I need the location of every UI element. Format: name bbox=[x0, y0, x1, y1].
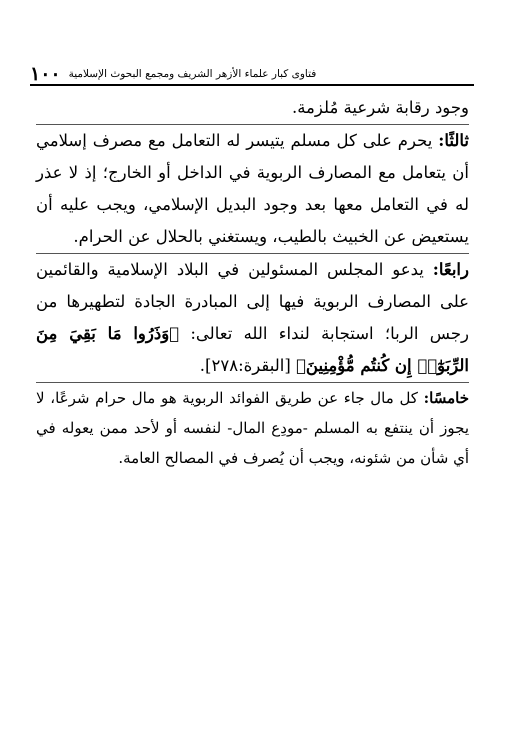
paragraph-text: يحرم على كل مسلم يتيسر له التعامل مع مصرف إسلامي أن يتعامل مع المصارف الربوية في الداخل أو الخارج؛ إذ لا عذر له في التعامل معها بعد وجود البديل الإسلامي، ويجب عليه أن يستعيض عن الخبيث بالطيب، ويستغني بالحلال عن الحرام. bbox=[36, 131, 469, 246]
page-header bbox=[30, 58, 474, 86]
paragraph-continuation bbox=[36, 92, 469, 124]
paragraph-third bbox=[36, 125, 469, 253]
paragraph-lead: خامسًا: bbox=[423, 389, 469, 407]
paragraph-text: وجود رقابة شرعية مُلزمة. bbox=[291, 98, 469, 117]
paragraph-lead: ثالثًا: bbox=[438, 131, 469, 150]
paragraph-lead: رابعًا: bbox=[432, 260, 469, 279]
paragraph-text: كل مال جاء عن طريق الفوائد الربوية هو مال حرام شرعًا، لا يجوز أن ينتفع به المسلم -مودِع المال- لنفسه أو لأحد ممن يعوله في أي شأن من شئونه، ويجب أن يُصرف في المصالح العامة. bbox=[36, 389, 469, 467]
verse-reference: [البقرة:٢٧٨]. bbox=[199, 356, 297, 375]
paragraph-fifth bbox=[36, 383, 469, 473]
paragraph-text: يدعو المجلس المسئولين في البلاد الإسلامية والقائمين على المصارف الربوية فيها إلى المبادرة الجادة لتطهيرها من رجس الربا؛ استجابة لنداء الله تعالى: bbox=[36, 260, 469, 343]
running-title: فتاوى كبار علماء الأزهر الشريف ومجمع البحوث الإسلامية bbox=[68, 68, 317, 80]
paragraph-fourth bbox=[36, 254, 469, 382]
page-body bbox=[36, 92, 469, 473]
quran-verse: ﴿وَذَرُوا مَا بَقِيَ مِنَ الرِّبَوٰٓا۟ إِن كُنتُم مُّؤْمِنِينَ﴾ bbox=[36, 324, 469, 375]
page-number: ١٠٠ bbox=[30, 63, 61, 85]
header-rule bbox=[30, 84, 474, 86]
